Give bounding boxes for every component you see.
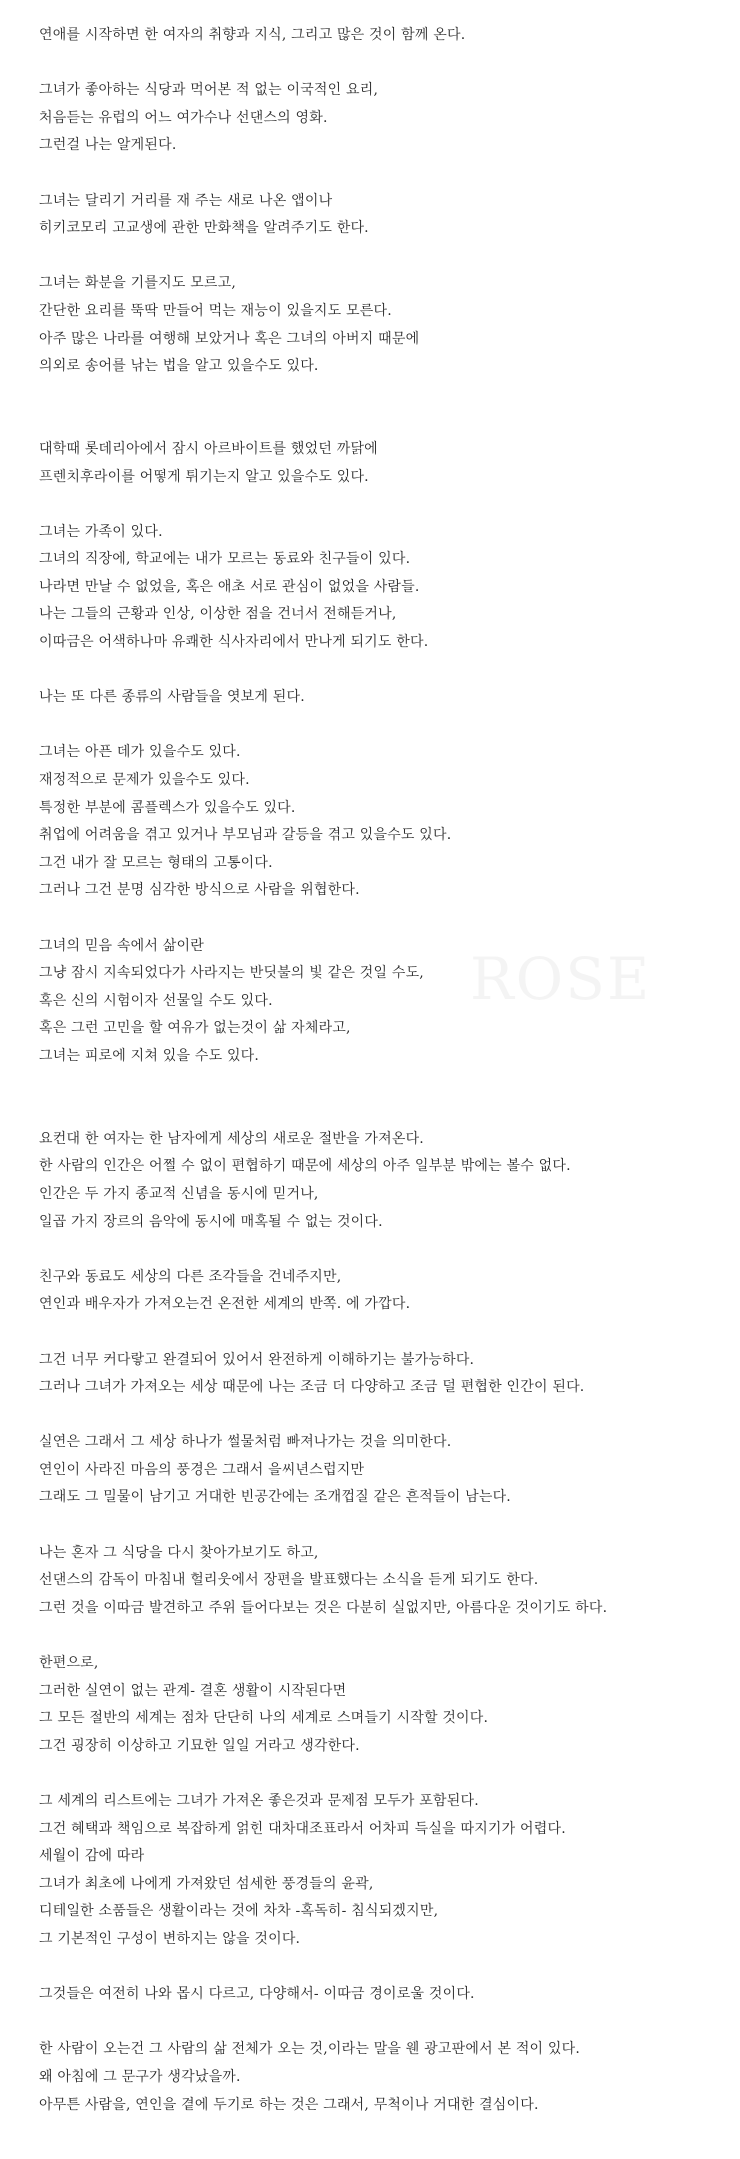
paragraph-spacer (39, 1402, 709, 1430)
paragraph-10 (39, 1126, 709, 1236)
text-line: 그녀는 피로에 지쳐 있을 수도 있다. (39, 1047, 260, 1064)
paragraph-5 (39, 436, 709, 491)
text-line: 나는 그들의 근황과 인상, 이상한 점을 건너서 전해듣거나, (39, 606, 397, 623)
text-line: 아무튼 사람을, 연인을 곁에 두기로 하는 것은 그래서, 무척이나 거대한 결심이다. (39, 2096, 539, 2113)
text-line: 그냥 잠시 지속되었다가 사라지는 반딧불의 빛 같은 것일 수도, (39, 965, 424, 982)
text-line: 세월이 감에 따라 (39, 1848, 145, 1865)
text-line: 그런 것을 이따금 발견하고 주위 들어다보는 것은 다분히 실없지만, 아름다운 것이기도 하다. (39, 1599, 608, 1616)
text-line: 그 세계의 리스트에는 그녀가 가져온 좋은것과 문제점 모두가 포함된다. (39, 1793, 479, 1809)
text-line: 대학때 롯데리아에서 잠시 아르바이트를 했었던 까닭에 (39, 440, 378, 457)
text-line: 간단한 요리를 뚝딱 만들어 먹는 재능이 있을지도 모른다. (39, 302, 392, 319)
text-line: 인간은 두 가지 종교적 신념을 동시에 믿거나, (39, 1185, 319, 1202)
paragraph-13 (39, 1429, 709, 1512)
text-line: 친구와 동료도 세상의 다른 조각들을 건네주지만, (39, 1268, 342, 1285)
paragraph-17 (39, 1981, 709, 2009)
text-line: 그녀는 달리기 거리를 재 주는 새로 나온 앱이나 (39, 192, 333, 209)
paragraph-3 (39, 188, 709, 243)
text-line: 의외로 송어를 낚는 법을 알고 있을수도 있다. (39, 358, 319, 375)
text-line: 아주 많은 나라를 여행해 보았거나 혹은 그녀의 아버지 때문에 (39, 330, 420, 347)
text-line: 이따금은 어색하나마 유쾌한 식사자리에서 만나게 되기도 한다. (39, 634, 429, 651)
paragraph-spacer (39, 1760, 709, 1788)
paragraph-14 (39, 1540, 709, 1623)
text-line: 한편으로, (39, 1655, 99, 1672)
text-line: 한 사람의 인간은 어쩔 수 없이 편협하기 때문에 세상의 아주 일부분 밖에는 볼수 없다. (39, 1158, 571, 1175)
text-line: 처음듣는 유럽의 어느 여가수나 선댄스의 영화. (39, 109, 328, 126)
text-line: 그건 굉장히 이상하고 기묘한 일일 거라고 생각한다. (39, 1737, 360, 1754)
text-line: 연애를 시작하면 한 여자의 취향과 지식, 그리고 많은 것이 함께 온다. (39, 27, 466, 43)
paragraph-spacer (39, 1319, 709, 1347)
text-line: 그녀의 믿음 속에서 삶이란 (39, 937, 204, 954)
paragraph-1 (39, 22, 709, 50)
paragraph-spacer (39, 905, 709, 933)
paragraph-spacer (39, 657, 709, 685)
paragraph-11 (39, 1264, 709, 1319)
section-spacer (39, 381, 709, 436)
text-line: 나는 또 다른 종류의 사람들을 엿보게 된다. (39, 689, 305, 706)
text-line: 그녀는 화분을 기를지도 모르고, (39, 275, 237, 292)
text-line: 혹은 신의 시험이자 선물일 수도 있다. (39, 992, 273, 1009)
paragraph-spacer (39, 712, 709, 740)
text-line: 실연은 그래서 그 세상 하나가 썰물처럼 빠져나가는 것을 의미한다. (39, 1434, 452, 1451)
text-line: 혹은 그런 고민을 할 여유가 없는것이 삶 자체라고, (39, 1020, 351, 1037)
paragraph-spacer (39, 1512, 709, 1540)
text-line: 그러한 실연이 없는 관계- 결혼 생활이 시작된다면 (39, 1682, 347, 1699)
paragraph-7 (39, 684, 709, 712)
text-line: 나는 혼자 그 식당을 다시 찾아가보기도 하고, (39, 1544, 319, 1561)
text-line: 프렌치후라이를 어떻게 튀기는지 알고 있을수도 있다. (39, 468, 369, 485)
essay-text (39, 22, 709, 2119)
text-line: 그건 내가 잘 모르는 형태의 고통이다. (39, 854, 273, 871)
text-line: 히키코모리 고교생에 관한 만화책을 알려주기도 한다. (39, 220, 369, 237)
text-line: 그녀는 가족이 있다. (39, 523, 163, 540)
text-line: 그러나 그녀가 가져오는 세상 때문에 나는 조금 더 다양하고 조금 덜 편협한 인간이 된다. (39, 1379, 585, 1396)
text-line: 요컨대 한 여자는 한 남자에게 세상의 새로운 절반을 가져온다. (39, 1130, 424, 1147)
text-line: 그런걸 나는 알게된다. (39, 137, 177, 154)
text-line: 그래도 그 밀물이 남기고 거대한 빈공간에는 조개껍질 같은 흔적들이 남는다. (39, 1489, 511, 1506)
paragraph-spacer (39, 2009, 709, 2037)
text-line: 연인이 사라진 마음의 풍경은 그래서 을씨년스럽지만 (39, 1461, 365, 1478)
text-line: 일곱 가지 장르의 음악에 동시에 매혹될 수 없는 것이다. (39, 1213, 383, 1230)
paragraph-spacer (39, 243, 709, 271)
paragraph-spacer (39, 1954, 709, 1982)
paragraph-6 (39, 519, 709, 657)
paragraph-spacer (39, 160, 709, 188)
paragraph-spacer (39, 491, 709, 519)
text-line: 왜 아침에 그 문구가 생각났을까. (39, 2068, 241, 2085)
paragraph-15 (39, 1650, 709, 1760)
text-line: 취업에 어려움을 겪고 있거나 부모님과 갈등을 겪고 있을수도 있다. (39, 827, 452, 844)
section-spacer (39, 1071, 709, 1126)
paragraph-8 (39, 739, 709, 905)
paragraph-9 (39, 933, 709, 1071)
text-line: 디테일한 소품들은 생활이라는 것에 차차 -혹독히- 침식되겠지만, (39, 1903, 439, 1920)
text-line: 그건 혜택과 책임으로 복잡하게 얽힌 대차대조표라서 어차피 득실을 따지기가 어렵다. (39, 1820, 566, 1837)
text-line: 그러나 그건 분명 심각한 방식으로 사람을 위협한다. (39, 882, 360, 899)
text-line: 그건 너무 커다랗고 완결되어 있어서 완전하게 이해하기는 불가능하다. (39, 1351, 475, 1368)
text-line: 그 기본적인 구성이 변하지는 않을 것이다. (39, 1930, 301, 1947)
text-line: 특정한 부분에 콤플렉스가 있을수도 있다. (39, 799, 296, 816)
text-line: 그녀의 직장에, 학교에는 내가 모르는 동료와 친구들이 있다. (39, 551, 411, 568)
text-line: 그녀가 최초에 나에게 가져왔던 섬세한 풍경들의 윤곽, (39, 1875, 374, 1892)
text-line: 그녀는 아픈 데가 있을수도 있다. (39, 744, 241, 761)
text-line: 연인과 배우자가 가져오는건 온전한 세계의 반쪽. 에 가깝다. (39, 1296, 411, 1313)
paragraph-16 (39, 1788, 709, 1954)
text-line: 나라면 만날 수 없었을, 혹은 애초 서로 관심이 없었을 사람들. (39, 578, 420, 595)
paragraph-12 (39, 1347, 709, 1402)
text-line: 재정적으로 문제가 있을수도 있다. (39, 772, 250, 789)
text-line: 그것들은 여전히 나와 몹시 다르고, 다양해서- 이따금 경이로울 것이다. (39, 1986, 475, 2003)
text-line: 선댄스의 감독이 마침내 헐리웃에서 장편을 발표했다는 소식을 듣게 되기도 한다. (39, 1572, 539, 1589)
paragraph-spacer (39, 1622, 709, 1650)
paragraph-spacer (39, 50, 709, 78)
paragraph-4 (39, 270, 709, 380)
paragraph-2 (39, 77, 709, 160)
paragraph-18 (39, 2036, 709, 2119)
text-line: 한 사람이 오는건 그 사람의 삶 전체가 오는 것,이라는 말을 웬 광고판에서 본 적이 있다. (39, 2041, 581, 2058)
text-line: 그 모든 절반의 세계는 점차 단단히 나의 세계로 스며들기 시작할 것이다. (39, 1710, 489, 1727)
paragraph-spacer (39, 1236, 709, 1264)
text-line: 그녀가 좋아하는 식당과 먹어본 적 없는 이국적인 요리, (39, 82, 379, 99)
